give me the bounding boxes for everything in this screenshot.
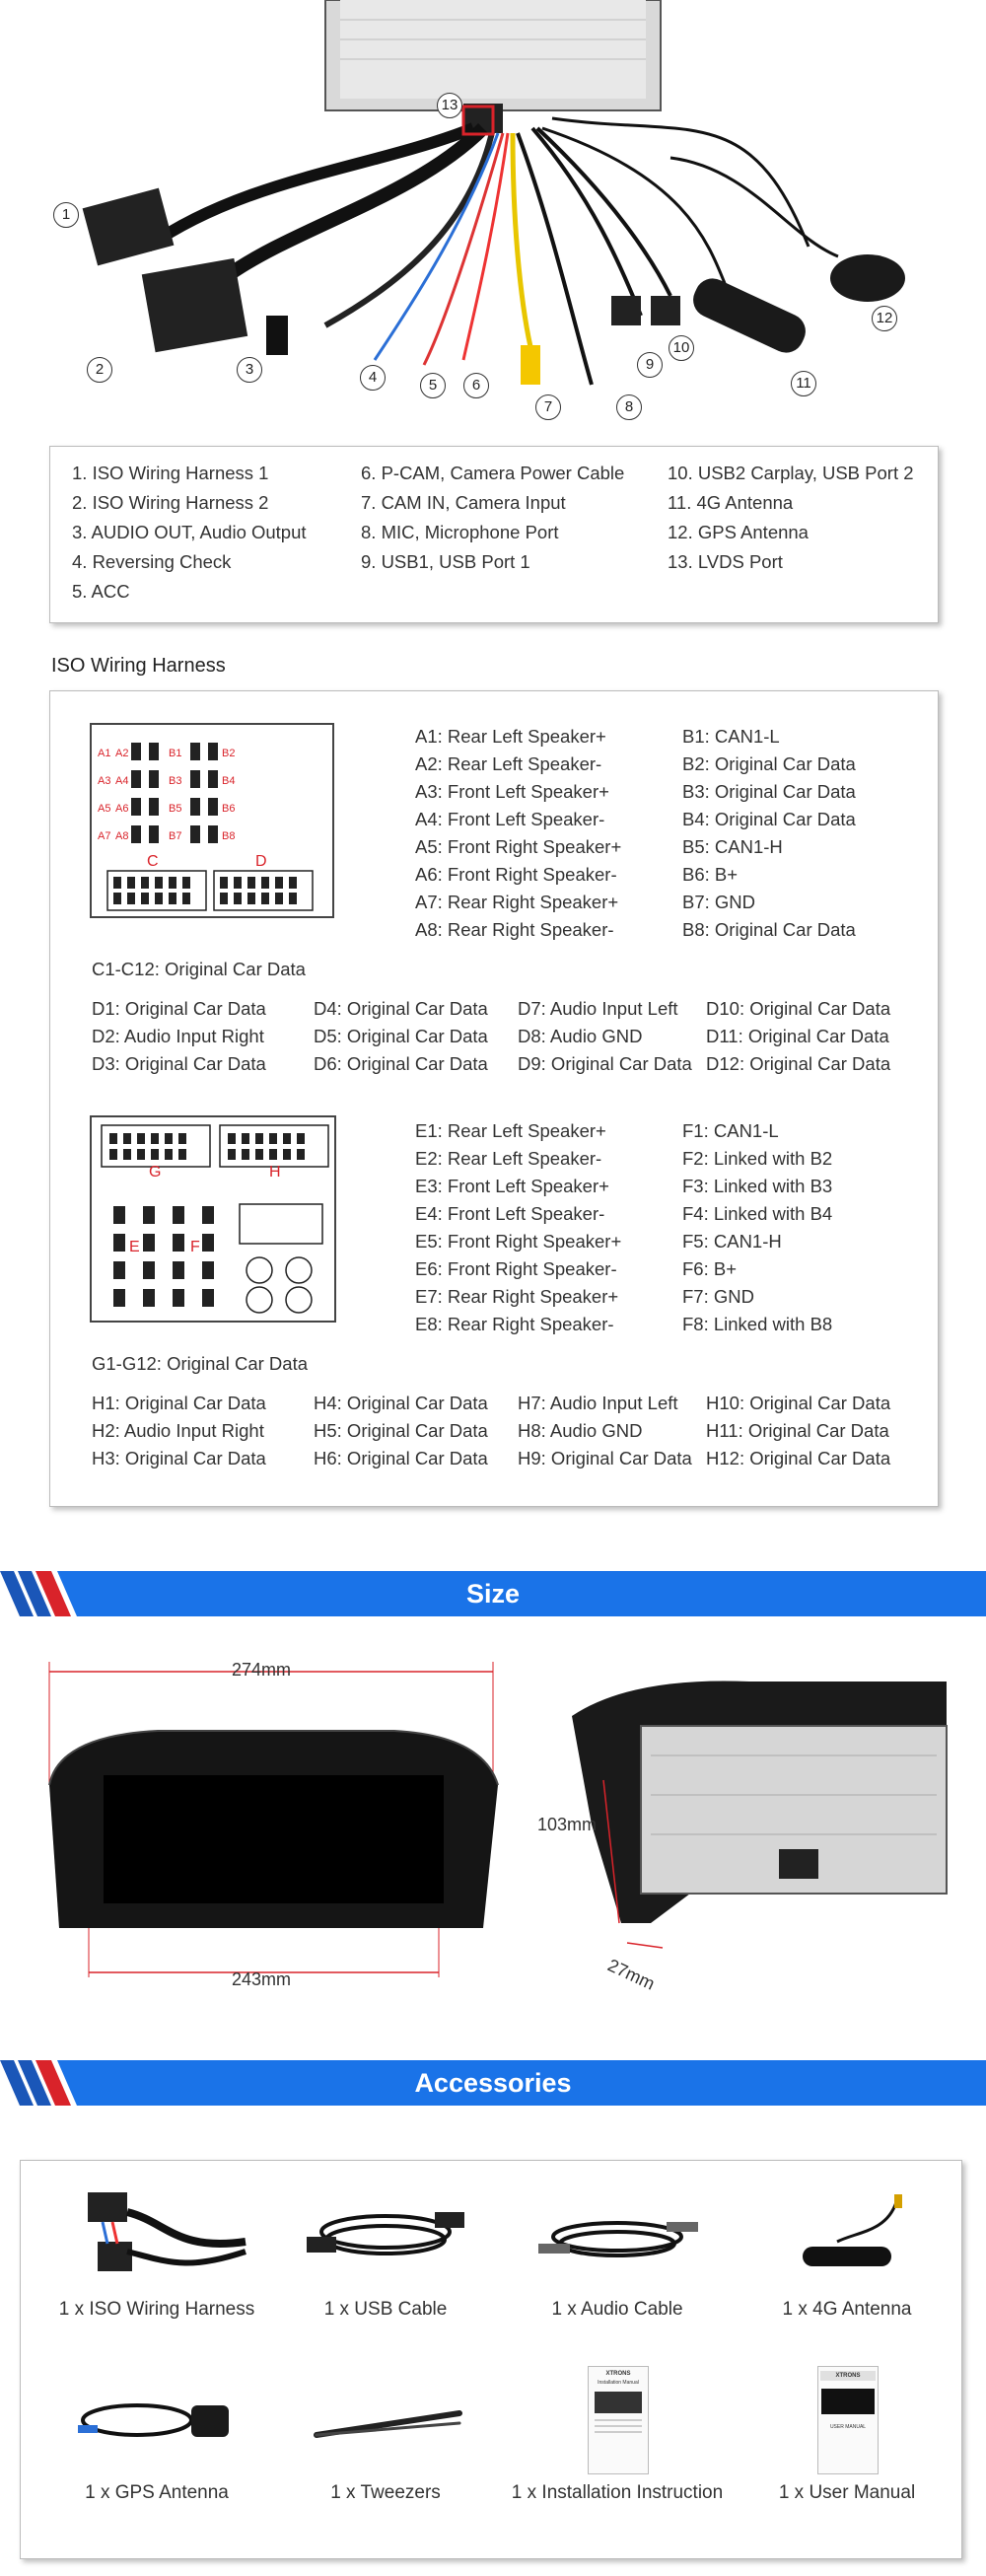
pin-desc: A5: Front Right Speaker+ bbox=[415, 836, 622, 857]
legend-item: 9. USB1, USB Port 1 bbox=[361, 551, 530, 572]
pin-desc: A1: Rear Left Speaker+ bbox=[415, 726, 606, 747]
pin-label: A1 bbox=[98, 748, 111, 759]
pin-desc: E6: Front Right Speaker- bbox=[415, 1258, 617, 1279]
legend-col-2 bbox=[361, 459, 624, 577]
gps-antenna-icon bbox=[58, 2366, 255, 2474]
accessory-caption: 1 x 4G Antenna bbox=[782, 2299, 912, 2320]
user-manual-brand: XTRONS bbox=[820, 2371, 876, 2381]
d-col-4 bbox=[706, 995, 890, 1078]
pin-label: A8 bbox=[115, 830, 129, 842]
pin-desc: D10: Original Car Data bbox=[706, 998, 891, 1019]
pin-label: B3 bbox=[169, 775, 182, 787]
pin-desc: D12: Original Car Data bbox=[706, 1053, 891, 1074]
c-note: C1-C12: Original Car Data bbox=[92, 959, 306, 979]
pin-label: B6 bbox=[222, 803, 236, 815]
pin-desc: D9: Original Car Data bbox=[518, 1053, 692, 1074]
e-pin-list bbox=[415, 1117, 621, 1338]
dim-depth: 27mm bbox=[604, 1955, 659, 1994]
group-label-h: H bbox=[269, 1164, 281, 1181]
accessory-caption: 1 x Tweezers bbox=[330, 2482, 441, 2503]
pin-desc: A3: Front Left Speaker+ bbox=[415, 781, 609, 802]
legend-item: 11. 4G Antenna bbox=[668, 492, 794, 513]
iso-harness-box bbox=[49, 690, 939, 1507]
accessory-user-manual bbox=[734, 2366, 960, 2504]
d-col-1 bbox=[92, 995, 266, 1078]
wiring-photo bbox=[0, 0, 986, 424]
pin-desc: H10: Original Car Data bbox=[706, 1393, 891, 1413]
size-banner bbox=[0, 1571, 986, 1616]
h-col-4 bbox=[706, 1390, 890, 1472]
d-col-2 bbox=[314, 995, 488, 1078]
callout-6: 6 bbox=[463, 373, 489, 398]
user-manual-title: USER MANUAL bbox=[829, 2424, 867, 2430]
accessories-box bbox=[20, 2160, 962, 2559]
legend-item: 1. ISO Wiring Harness 1 bbox=[72, 463, 269, 483]
accessories-banner bbox=[0, 2060, 986, 2106]
pin-label: B7 bbox=[169, 830, 182, 842]
legend-item: 5. ACC bbox=[72, 581, 130, 602]
accessories-banner-title: Accessories bbox=[414, 2068, 572, 2098]
pin-label: B5 bbox=[169, 803, 182, 815]
pin-desc: F6: B+ bbox=[682, 1258, 738, 1279]
legend-item: 13. LVDS Port bbox=[668, 551, 783, 572]
size-banner-title: Size bbox=[465, 1579, 521, 1609]
h-col-1 bbox=[92, 1390, 266, 1472]
pin-desc: H7: Audio Input Left bbox=[518, 1393, 678, 1413]
callout-10: 10 bbox=[669, 335, 694, 361]
legend-col-1 bbox=[72, 459, 307, 607]
pin-desc: F4: Linked with B4 bbox=[682, 1203, 833, 1224]
pin-desc: H5: Original Car Data bbox=[314, 1420, 488, 1441]
b-pin-list bbox=[682, 723, 856, 944]
pin-desc: E7: Rear Right Speaker+ bbox=[415, 1286, 619, 1307]
callout-1: 1 bbox=[53, 202, 79, 228]
pin-label: B4 bbox=[222, 775, 236, 787]
h-col-3 bbox=[518, 1390, 692, 1472]
legend-item: 10. USB2 Carplay, USB Port 2 bbox=[668, 463, 914, 483]
pin-desc: D1: Original Car Data bbox=[92, 998, 266, 1019]
connector-2-diagram bbox=[90, 1115, 336, 1323]
pin-desc: H12: Original Car Data bbox=[706, 1448, 891, 1468]
pin-desc: B7: GND bbox=[682, 892, 756, 912]
pin-label: B8 bbox=[222, 830, 236, 842]
accessory-iso-harness bbox=[43, 2182, 270, 2321]
pin-desc: E1: Rear Left Speaker+ bbox=[415, 1120, 606, 1141]
accessory-caption: 1 x GPS Antenna bbox=[85, 2482, 229, 2503]
pin-desc: F5: CAN1-H bbox=[682, 1231, 782, 1252]
pin-desc: F2: Linked with B2 bbox=[682, 1148, 833, 1169]
pin-label: A2 bbox=[115, 748, 129, 759]
pin-desc: H8: Audio GND bbox=[518, 1420, 643, 1441]
accessory-4g-antenna bbox=[734, 2182, 960, 2321]
legend-item: 8. MIC, Microphone Port bbox=[361, 522, 559, 542]
legend-item: 12. GPS Antenna bbox=[668, 522, 809, 542]
group-label-f: F bbox=[190, 1239, 200, 1255]
pin-label: A4 bbox=[115, 775, 129, 787]
dim-width-bottom: 243mm bbox=[232, 1969, 292, 1989]
pin-desc: F3: Linked with B3 bbox=[682, 1176, 833, 1196]
pin-desc: F8: Linked with B8 bbox=[682, 1314, 833, 1334]
wiring-legend bbox=[49, 446, 939, 623]
legend-col-3 bbox=[668, 459, 914, 577]
pin-desc: B1: CAN1-L bbox=[682, 726, 780, 747]
pin-desc: H3: Original Car Data bbox=[92, 1448, 266, 1468]
a-pin-list bbox=[415, 723, 621, 944]
connector-1-pins bbox=[92, 725, 332, 916]
pin-desc: E8: Rear Right Speaker- bbox=[415, 1314, 614, 1334]
pin-desc: H6: Original Car Data bbox=[314, 1448, 488, 1468]
callout-3: 3 bbox=[237, 357, 262, 383]
legend-item: 2. ISO Wiring Harness 2 bbox=[72, 492, 269, 513]
tweezers-icon bbox=[287, 2366, 484, 2474]
pin-label: B2 bbox=[222, 748, 236, 759]
user-manual-cover bbox=[817, 2366, 879, 2474]
pin-desc: B6: B+ bbox=[682, 864, 739, 885]
pin-label: A3 bbox=[98, 775, 111, 787]
accessory-caption: 1 x User Manual bbox=[778, 2482, 916, 2503]
pin-desc: D4: Original Car Data bbox=[314, 998, 488, 1019]
accessory-caption: 1 x ISO Wiring Harness bbox=[58, 2299, 255, 2320]
dim-height: 103mm bbox=[537, 1815, 598, 1834]
accessory-caption: 1 x USB Cable bbox=[323, 2299, 448, 2320]
pin-desc: F7: GND bbox=[682, 1286, 754, 1307]
pin-desc: D3: Original Car Data bbox=[92, 1053, 266, 1074]
accessory-caption: 1 x Installation Instruction bbox=[511, 2482, 724, 2503]
g-note: G1-G12: Original Car Data bbox=[92, 1353, 309, 1374]
dim-width-top: 274mm bbox=[232, 1660, 292, 1680]
pin-desc: H1: Original Car Data bbox=[92, 1393, 266, 1413]
pin-desc: H2: Audio Input Right bbox=[92, 1420, 264, 1441]
callout-7: 7 bbox=[535, 394, 561, 420]
callout-11: 11 bbox=[791, 371, 816, 396]
pin-desc: D2: Audio Input Right bbox=[92, 1026, 264, 1046]
pin-desc: E2: Rear Left Speaker- bbox=[415, 1148, 602, 1169]
accessory-tweezers bbox=[272, 2366, 499, 2504]
callout-13: 13 bbox=[437, 93, 462, 118]
pin-label: A5 bbox=[98, 803, 111, 815]
callout-5: 5 bbox=[420, 373, 446, 398]
pin-desc: H11: Original Car Data bbox=[706, 1420, 889, 1441]
pin-desc: A8: Rear Right Speaker- bbox=[415, 919, 614, 940]
wiring-illustration bbox=[0, 0, 986, 424]
pin-desc: D8: Audio GND bbox=[518, 1026, 643, 1046]
connector-2-pins bbox=[92, 1117, 334, 1321]
pin-label: A6 bbox=[115, 803, 129, 815]
h-col-2 bbox=[314, 1390, 488, 1472]
pin-desc: A7: Rear Right Speaker+ bbox=[415, 892, 619, 912]
pin-desc: E5: Front Right Speaker+ bbox=[415, 1231, 622, 1252]
pin-desc: D7: Audio Input Left bbox=[518, 998, 678, 1019]
legend-item: 7. CAM IN, Camera Input bbox=[361, 492, 566, 513]
pin-desc: H4: Original Car Data bbox=[314, 1393, 488, 1413]
pin-desc: A2: Rear Left Speaker- bbox=[415, 753, 602, 774]
manual-brand: XTRONS bbox=[605, 2371, 631, 2377]
callout-2: 2 bbox=[87, 357, 112, 383]
manual-title: Installation Manual bbox=[598, 2380, 639, 2386]
manual-cover bbox=[588, 2366, 649, 2474]
accessory-gps-antenna bbox=[43, 2366, 270, 2504]
pin-desc: H9: Original Car Data bbox=[518, 1448, 692, 1468]
accessory-usb-cable bbox=[272, 2182, 499, 2321]
pin-desc: B4: Original Car Data bbox=[682, 809, 856, 829]
callout-12: 12 bbox=[872, 306, 897, 331]
accessory-caption: 1 x Audio Cable bbox=[551, 2299, 683, 2320]
pin-label: B1 bbox=[169, 748, 182, 759]
pin-desc: D11: Original Car Data bbox=[706, 1026, 889, 1046]
legend-item: 3. AUDIO OUT, Audio Output bbox=[72, 522, 307, 542]
pin-desc: B8: Original Car Data bbox=[682, 919, 856, 940]
group-label-e: E bbox=[129, 1239, 140, 1255]
pin-desc: F1: CAN1-L bbox=[682, 1120, 779, 1141]
pin-desc: B3: Original Car Data bbox=[682, 781, 856, 802]
accessory-audio-cable bbox=[504, 2182, 731, 2321]
callout-9: 9 bbox=[637, 352, 663, 378]
callout-8: 8 bbox=[616, 394, 642, 420]
antenna-4g-icon bbox=[748, 2182, 946, 2291]
connector-1-diagram bbox=[90, 723, 334, 918]
callout-4: 4 bbox=[360, 365, 386, 391]
pin-desc: B5: CAN1-H bbox=[682, 836, 783, 857]
pin-desc: A6: Front Right Speaker- bbox=[415, 864, 617, 885]
harness-icon bbox=[58, 2182, 255, 2291]
legend-item: 4. Reversing Check bbox=[72, 551, 232, 572]
pin-desc: E4: Front Left Speaker- bbox=[415, 1203, 605, 1224]
group-label-g: G bbox=[149, 1164, 162, 1181]
group-label-d: D bbox=[255, 853, 267, 870]
pin-desc: B2: Original Car Data bbox=[682, 753, 856, 774]
legend-item: 6. P-CAM, Camera Power Cable bbox=[361, 463, 625, 483]
f-pin-list bbox=[682, 1117, 832, 1338]
group-label-c: C bbox=[147, 853, 159, 870]
audio-cable-icon bbox=[519, 2182, 716, 2291]
pin-desc: D6: Original Car Data bbox=[314, 1053, 488, 1074]
pin-desc: D5: Original Car Data bbox=[314, 1026, 488, 1046]
iso-section-title: ISO Wiring Harness bbox=[51, 655, 226, 677]
usb-cable-icon bbox=[287, 2182, 484, 2291]
pin-desc: E3: Front Left Speaker+ bbox=[415, 1176, 609, 1196]
pin-label: A7 bbox=[98, 830, 111, 842]
accessory-installation-instruction bbox=[504, 2366, 731, 2504]
d-col-3 bbox=[518, 995, 692, 1078]
size-diagram bbox=[0, 1627, 986, 2061]
pin-desc: A4: Front Left Speaker- bbox=[415, 809, 605, 829]
